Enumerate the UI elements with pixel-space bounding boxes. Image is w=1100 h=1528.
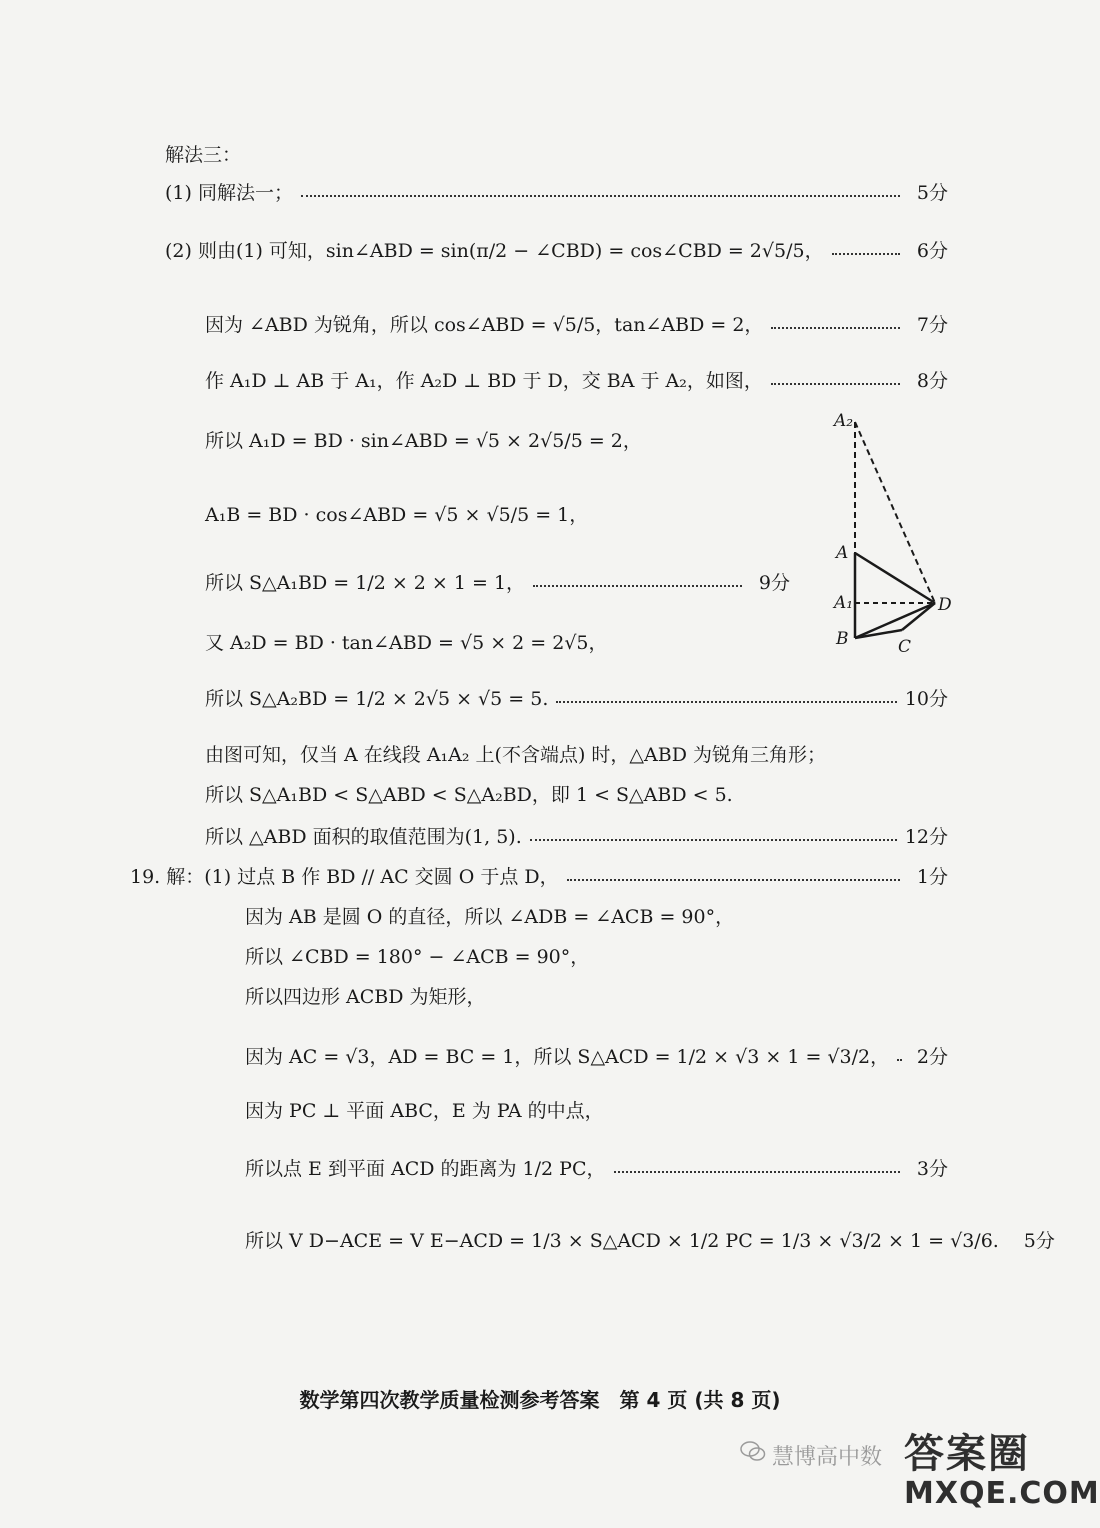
solution-line-text: 因为 PC ⊥ 平面 ABC，E 为 PA 的中点， [245,1100,604,1122]
solution-line [205,500,600,527]
solution-line [245,982,870,1009]
score-label: 7分 [916,314,948,336]
watermark-logo-title: 答案圈 [904,1431,1030,1477]
solution-line [205,780,870,807]
dotted-leader [530,839,897,841]
label-c: C [898,637,912,657]
solution-line [130,862,948,889]
dotted-leader [771,383,900,385]
solution-line [205,568,790,595]
dotted-leader [897,1059,900,1061]
label-a1: A₁ [834,593,854,613]
score-label: 3分 [916,1158,948,1180]
solution-line [245,1042,948,1069]
solution-line [205,310,948,337]
watermark-logo-url: MXQE.COM [904,1476,1100,1511]
dotted-leader [832,253,900,255]
solution-line [245,1154,948,1181]
score-label: 9分 [758,572,790,594]
solution-line-text: 因为 ∠ABD 为锐角，所以 cos∠ABD = √5/5，tan∠ABD = 2， [205,314,764,336]
label-a: A [836,543,849,563]
page-footer: 数学第四次教学质量检测参考答案 第 4 页 (共 8 页) [299,1388,781,1412]
score-label: 1分 [916,866,948,888]
solution-line [165,178,948,205]
segment-b-d [855,603,935,638]
solution-line-text: 所以 S△A₂BD = 1/2 × 2√5 × √5 = 5. [205,688,549,710]
solution-line [205,366,948,393]
method-heading: 解法三： [165,144,242,166]
solution-line [205,740,870,767]
solution-line-text: 由图可知，仅当 A 在线段 A₁A₂ 上(不含端点) 时，△ABD 为锐角三角形； [205,744,826,766]
solution-line-text: (2) 则由(1) 可知，sin∠ABD = sin(π/2 − ∠CBD) = cos∠CBD = 2√5/5， [165,240,824,262]
score-label: 8分 [916,370,948,392]
solution-line [205,684,948,711]
solution-line [245,1226,1055,1253]
solution-line-text: 所以 △ABD 面积的取值范围为(1, 5). [205,826,522,848]
solution-line-text: 19. 解：(1) 过点 B 作 BD // AC 交圆 O 于点 D， [130,866,559,888]
dotted-leader [771,327,900,329]
score-label: 12分 [904,826,948,848]
solution-line-text: A₁B = BD · cos∠ABD = √5 × √5/5 = 1， [205,504,589,526]
solution-line-text: (1) 同解法一； [165,182,293,204]
score-label: 6分 [916,240,948,262]
solution-line-text: 所以 S△A₁BD = 1/2 × 2 × 1 = 1， [205,572,526,594]
label-b: B [836,629,849,649]
solution-line [245,902,870,929]
solution-line-text: 所以 A₁D = BD · sin∠ABD = √5 × 2√5/5 = 2， [205,430,642,452]
solution-line-text: 所以 ∠CBD = 180° − ∠ACB = 90°， [245,946,590,968]
wechat-icon [740,1440,766,1462]
solution-line [205,628,608,655]
label-a2: A₂ [834,411,854,431]
solution-line [245,1096,870,1123]
score-label: 10分 [904,688,948,710]
solution-line-text: 又 A₂D = BD · tan∠ABD = √5 × 2 = 2√5， [205,632,608,654]
score-label: 2分 [916,1046,948,1068]
dotted-leader [533,585,742,587]
solution-line-text: 因为 AC = √3，AD = BC = 1，所以 S△ACD = 1/2 × √3 × 1 = √3/2， [245,1046,890,1068]
dotted-leader [567,879,900,881]
segment-a2-d [855,422,935,603]
dotted-leader [614,1171,901,1173]
watermark-account-name: 慧博高中数 [772,1445,883,1470]
solution-line-text: 所以四边形 ACBD 为矩形， [245,986,486,1008]
score-label: 5分 [916,182,948,204]
solution-line [245,942,870,969]
dotted-leader [556,701,896,703]
solution-line-text: 所以点 E 到平面 ACD 的距离为 1/2 PC， [245,1158,606,1180]
label-d: D [938,595,952,615]
dotted-leader [301,195,900,197]
solution-line-text: 作 A₁D ⊥ AB 于 A₁，作 A₂D ⊥ BD 于 D，交 BA 于 A₂，如图， [205,370,763,392]
solution-line-text: 所以 S△A₁BD < S△ABD < S△A₂BD，即 1 < S△ABD < 5. [205,784,733,806]
solution-line-text: 所以 V D−ACE = V E−ACD = 1/3 × S△ACD × 1/2 PC = 1/3 × √3/2 × 1 = √3/6. [245,1230,999,1252]
solution-line-text: 因为 AB 是圆 O 的直径，所以 ∠ADB = ∠ACB = 90°， [245,906,735,928]
geometry-figure [820,400,970,660]
solution-line [165,236,948,263]
solution-line [205,822,948,849]
score-label: 5分 [1023,1230,1055,1252]
solution-line [205,426,642,453]
